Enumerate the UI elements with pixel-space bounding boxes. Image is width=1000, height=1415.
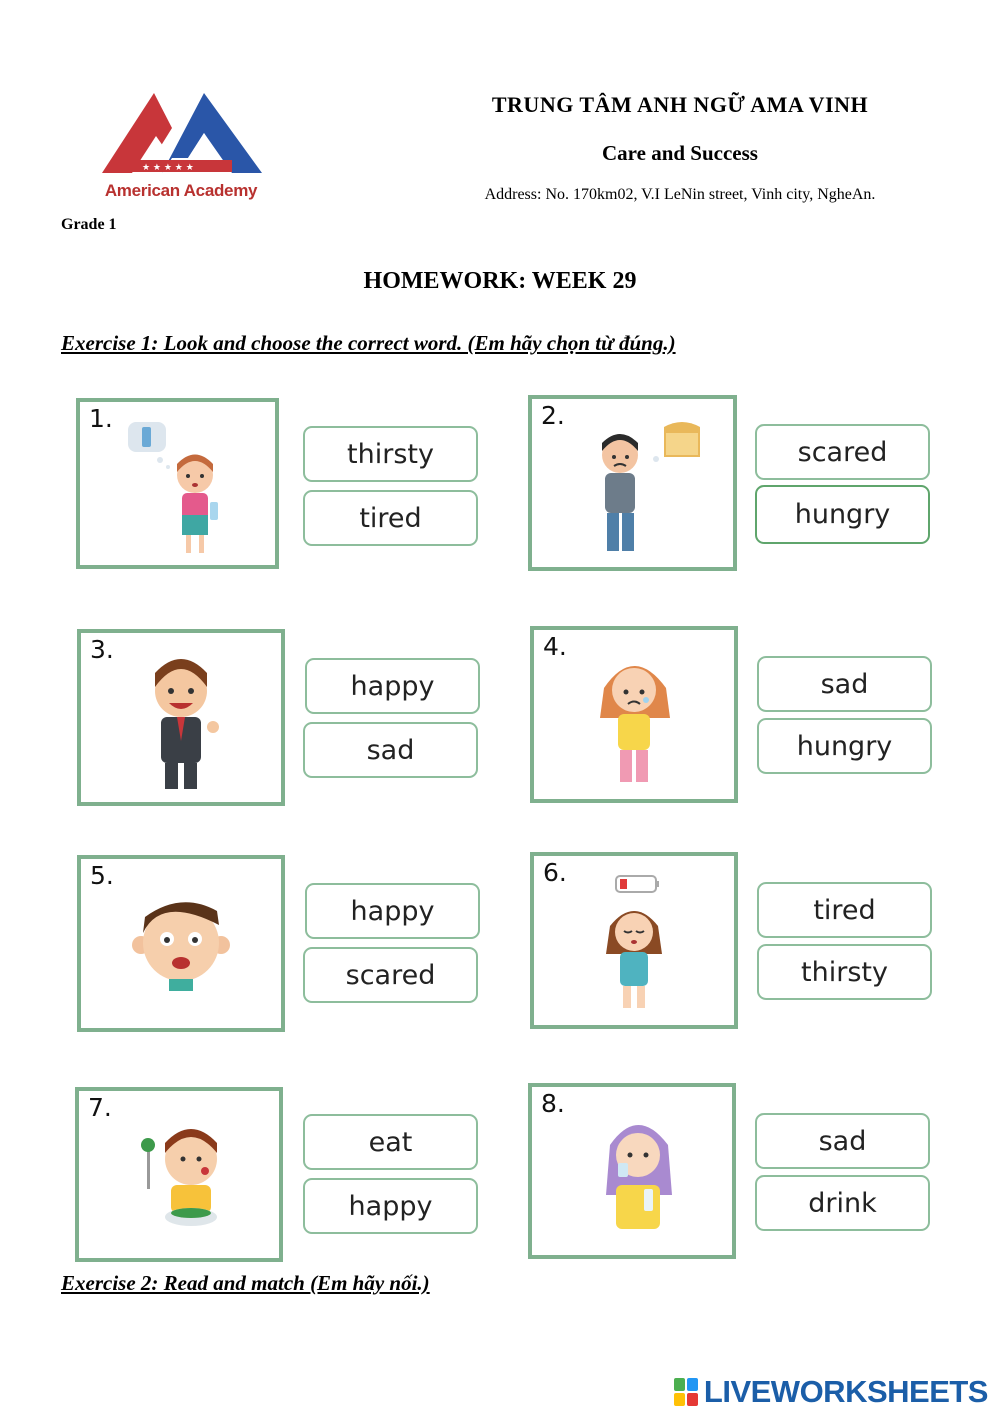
option-sad[interactable]: sad xyxy=(303,722,478,778)
item-number: 8. xyxy=(541,1089,565,1118)
girl-drinking-icon xyxy=(572,1105,702,1245)
option-eat[interactable]: eat xyxy=(303,1114,478,1170)
item-number: 5. xyxy=(90,861,114,890)
logo-text: American Academy xyxy=(104,181,258,200)
tired-girl-icon xyxy=(574,874,704,1014)
exercise-card xyxy=(76,398,279,569)
option-scared[interactable]: scared xyxy=(755,424,930,480)
option-scared[interactable]: scared xyxy=(303,947,478,1003)
brand-text: LIVEWORKSHEETS xyxy=(703,1374,988,1409)
item-number: 7. xyxy=(88,1093,112,1122)
grade-label: Grade 1 xyxy=(61,216,117,233)
option-happy[interactable]: happy xyxy=(303,1178,478,1234)
sad-girl-icon xyxy=(574,648,704,788)
slogan: Care and Success xyxy=(602,141,758,165)
option-tired[interactable]: tired xyxy=(757,882,932,938)
scared-boy-icon xyxy=(121,877,251,1017)
exercise-card xyxy=(528,395,737,571)
exercise1-heading: Exercise 1: Look and choose the correct word. (Em hãy chọn từ đúng.) xyxy=(61,331,676,355)
option-sad[interactable]: sad xyxy=(755,1113,930,1169)
happy-man-icon xyxy=(121,651,251,791)
option-hungry[interactable]: hungry xyxy=(757,718,932,774)
liveworksheets-brand xyxy=(674,1374,988,1410)
option-sad[interactable]: sad xyxy=(757,656,932,712)
address: Address: No. 170km02, V.I LeNin street, Vinh city, NgheAn. xyxy=(484,186,876,203)
item-number: 1. xyxy=(89,404,113,433)
item-number: 3. xyxy=(90,635,114,664)
svg-text:★ ★ ★ ★ ★: ★ ★ ★ ★ ★ xyxy=(142,163,194,173)
item-number: 6. xyxy=(543,858,567,887)
option-drink[interactable]: drink xyxy=(755,1175,930,1231)
exercise2-heading: Exercise 2: Read and match (Em hãy nối.) xyxy=(61,1271,430,1295)
option-happy[interactable]: happy xyxy=(305,658,480,714)
exercise-card xyxy=(530,626,738,803)
item-number: 2. xyxy=(541,401,565,430)
exercise-card xyxy=(77,629,285,806)
exercise-card xyxy=(75,1087,283,1262)
center-name: TRUNG TÂM ANH NGỮ AMA VINH xyxy=(491,92,869,117)
option-thirsty[interactable]: thirsty xyxy=(303,426,478,482)
hungry-boy-icon xyxy=(572,417,702,557)
thirsty-girl-icon xyxy=(120,420,250,560)
option-thirsty[interactable]: thirsty xyxy=(757,944,932,1000)
exercise-card xyxy=(530,852,738,1029)
option-happy[interactable]: happy xyxy=(305,883,480,939)
exercise-card xyxy=(528,1083,736,1259)
option-tired[interactable]: tired xyxy=(303,490,478,546)
page-title: HOMEWORK: WEEK 29 xyxy=(363,268,637,294)
item-number: 4. xyxy=(543,632,567,661)
exercise-card xyxy=(77,855,285,1032)
boy-eating-icon xyxy=(119,1109,249,1249)
liveworksheets-logo-icon xyxy=(674,1378,698,1406)
option-hungry[interactable]: hungry xyxy=(755,485,930,544)
